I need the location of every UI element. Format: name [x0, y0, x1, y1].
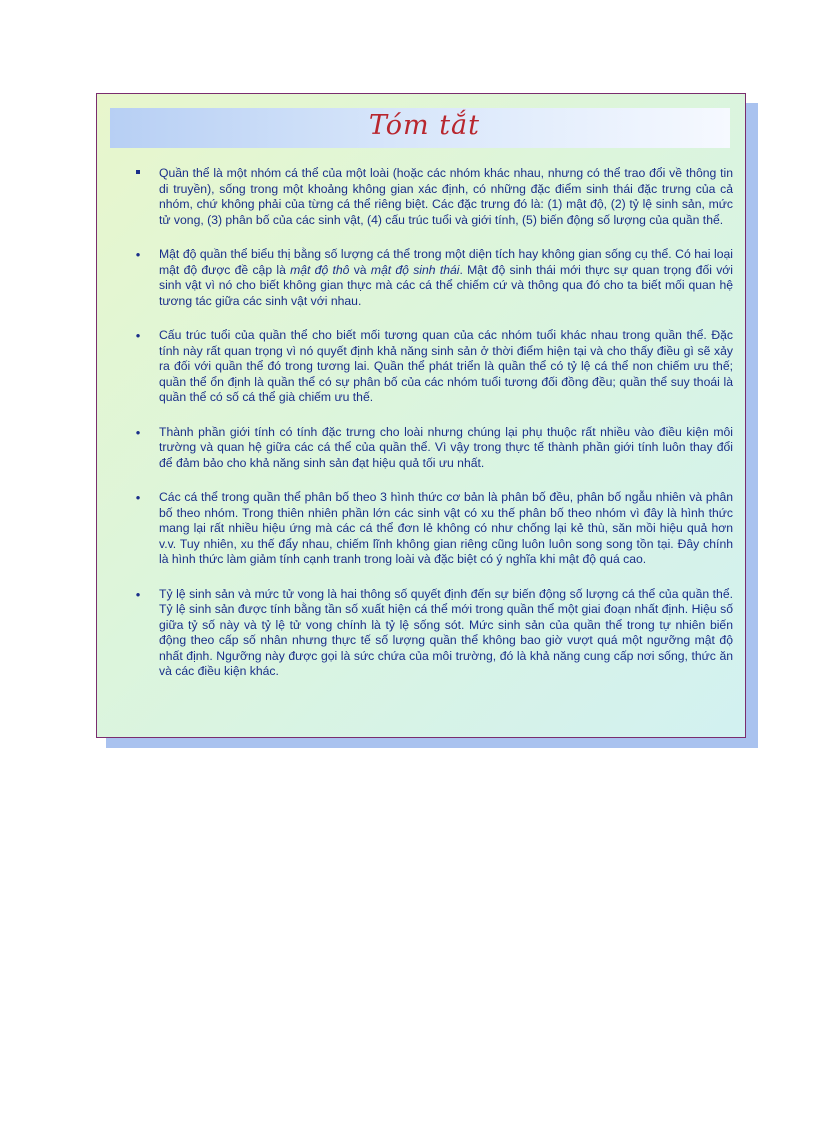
summary-box: [96, 93, 746, 738]
dot-bullet-icon: [131, 247, 145, 264]
item-text: Các cá thể trong quần thể phân bố theo 3 hình thức cơ bản là phân bố đều, phân bố ngẫu nhiên và phân bố theo nhóm. Trong thiên nhiên phần lớn các sinh vật có xu thế phân bố theo nhóm vì đây là hình thức mang lại rất nhiều hiệu ứng mà các cá thể đơn lẻ không có như chống lại kẻ thù, săn mồi hiệu quả hơn v.v. Tuy nhiên, xu thế đẩy nhau, chiếm lĩnh không gian riêng cũng luôn luôn song song tồn tại. Đây chính là hình thức làm giảm tính cạnh tranh trong loài và đặc biệt có ý nghĩa khi mật độ quá cao.: [159, 490, 733, 566]
dot-bullet-icon: [131, 425, 145, 442]
list-item: [131, 425, 733, 472]
dot-bullet-icon: [131, 490, 145, 507]
list-item: [131, 490, 733, 568]
page-title: Tóm tắt: [368, 110, 480, 141]
list-item: [131, 166, 733, 228]
emphasis-term: mật độ sinh thái: [370, 262, 460, 277]
emphasis-term: mật độ thô: [290, 262, 350, 277]
item-text: Mật độ quần thể biểu thị bằng số lượng cá thể trong một diện tích hay không gian sống cụ thể. Có hai loại mật độ được đề cập là mật độ thô và mật độ sinh thái. Mật độ sinh thái mới thực sự quan trọng đối với sinh vật vì nó cho biết không gian thực mà các cá thể chiếm cứ và thông qua đó cho ta biết mối quan hệ tương tác giữa các sinh vật với nhau.: [159, 247, 733, 308]
dot-bullet-icon: [131, 328, 145, 345]
title-bar: [110, 108, 730, 148]
list-item: [131, 587, 733, 680]
summary-list: [131, 166, 733, 699]
item-text: Quần thể là một nhóm cá thể của một loài (hoặc các nhóm khác nhau, nhưng có thể trao đổi về thông tin di truyền), sống trong một khoảng không gian xác định, có những đặc điểm sinh thái đặc trưng của cả nhóm, chứ không phải của từng cá thể riêng biệt. Các đặc trưng đó là: (1) mật độ, (2) tỷ lệ sinh sản, mức tử vong, (3) phân bố của các sinh vật, (4) cấu trúc tuổi và giới tính, (5) biến động số lượng của quần thể.: [159, 166, 733, 227]
dot-bullet-icon: [131, 587, 145, 604]
list-item: [131, 328, 733, 406]
item-text: Thành phần giới tính có tính đặc trưng cho loài nhưng chúng lại phụ thuộc rất nhiều vào điều kiện môi trường và quan hệ giữa các cá thể của quần thể. Vì vậy trong thực tế thành phần giới tính luôn thay đổi để đảm bảo cho khả năng sinh sản đạt hiệu quả tối ưu nhất.: [159, 424, 733, 470]
item-text: Tỷ lệ sinh sản và mức tử vong là hai thông số quyết định đến sự biến động số lượng cá thể của quần thể. Tỷ lệ sinh sản được tính bằng tần số xuất hiện cá thể mới trong quần thể một giai đoạn nhất định. Hiệu số giữa tỷ số này và tỷ lệ tử vong chính là tỷ lệ sống sót. Mức sinh sản của quần thể trong tự nhiên biến động theo cấp số nhân nhưng thực tế số lượng quần thể không bao giờ vượt quá một ngưỡng mật độ nhất định. Ngưỡng này được gọi là sức chứa của môi trường, đó là khả năng cung cấp nơi sống, thức ăn và các điều kiện khác.: [159, 586, 733, 678]
item-text: Cấu trúc tuổi của quần thể cho biết mối tương quan của các nhóm tuổi khác nhau trong quần thể. Đặc tính này rất quan trọng vì nó quyết định khả năng sinh sản ở thời điểm hiện tại và cho thấy điều gì sẽ xảy ra đối với quần thể đó trong tương lai. Quần thể phát triển là quần thể có tỷ lệ cá thể non chiếm ưu thế; quần thể ổn định là quần thể có sự phân bố của các nhóm tuổi tương đối đồng đều; quần thể suy thoái là quần thể có số cá thể già chiếm ưu thế.: [159, 328, 733, 404]
list-item: [131, 247, 733, 309]
square-bullet-icon: [131, 166, 145, 182]
